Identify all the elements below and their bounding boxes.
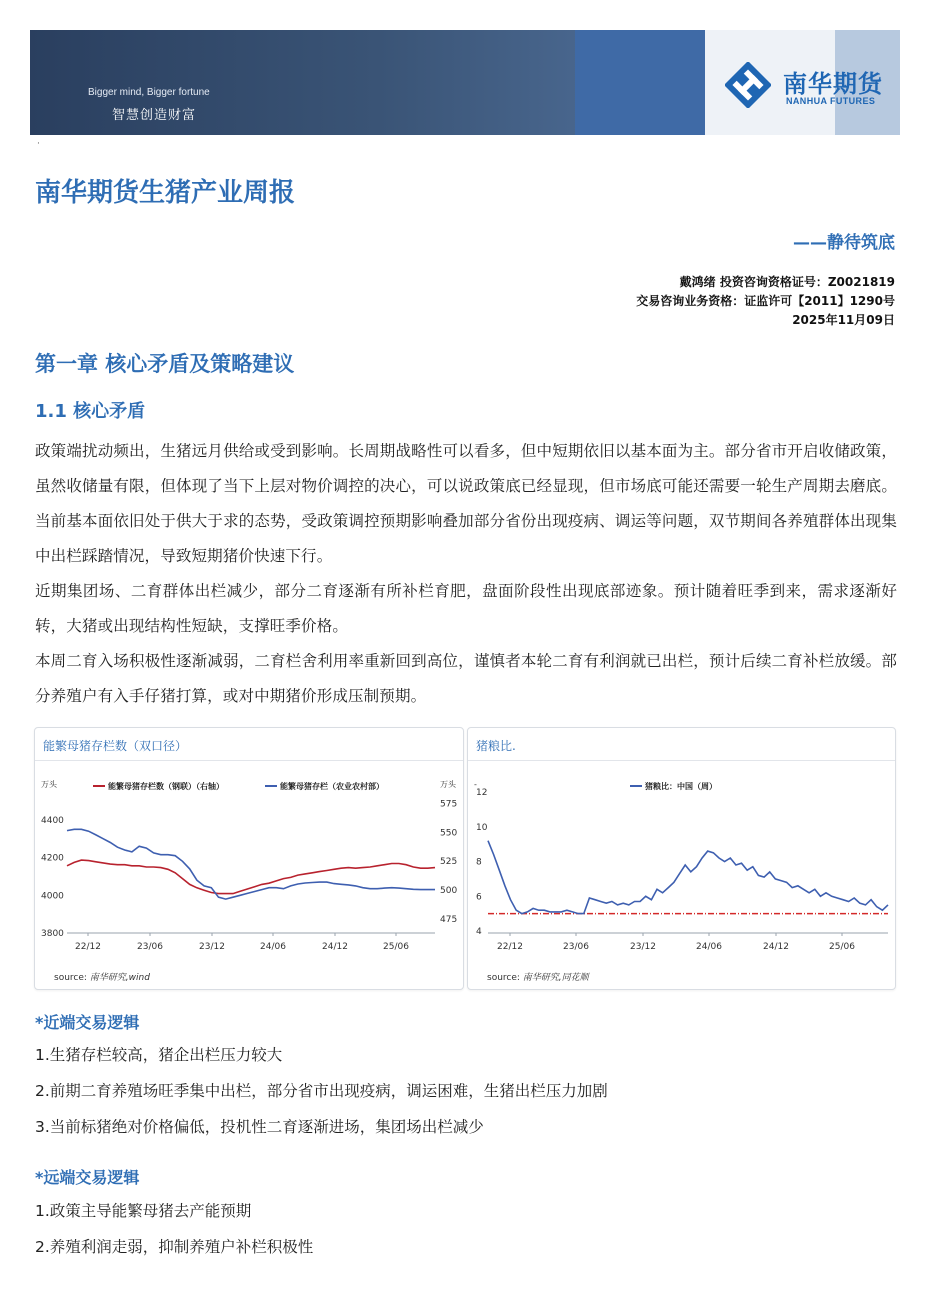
list-item: 3.当前标猪绝对价格偏低，投机性二育逐渐进场，集团场出栏减少 [35,1118,484,1136]
brand-name-en: NANHUA FUTURES [786,96,876,106]
nanhua-logo-icon [725,62,771,108]
x-tick-label: 24/12 [322,942,348,952]
x-tick-label: 23/06 [563,942,589,952]
legend-label: 猪粮比：中国（周） [645,782,717,791]
chart-title: 猪粮比. [468,728,895,761]
legend-label: 能繁母猪存栏数（钢联）（右轴） [108,782,224,791]
series-line-hog-grain-ratio [488,841,888,914]
paragraph: 政策端扰动频出，生猪远月供给或受到影响。长周期战略性可以看多，但中短期依旧以基本面为主。部分省市开启收储政策，虽然收储量有限，但体现了当下上层对物价调控的决心，可以说政策底已经显现，但市场底可能还需要一轮生产周期去磨底。当前基本面依旧处于供大于求的态势，受政策调控预期影响叠加部分省份出现疫病、调运等问题，双节期间各养殖群体出现集中出栏踩踏情况，导致短期猪价快速下行。 [35,442,897,565]
x-tick-label: 24/06 [260,942,286,952]
right-axis-unit: 万头 [440,780,456,789]
right-tick-label: 500 [440,886,458,897]
left-axis-unit: 万头 [41,780,57,789]
core-conflict-text [35,434,897,714]
left-tick-label: 4000 [41,891,64,902]
x-tick-label: 22/12 [497,942,523,952]
report-title: 南华期货生猪产业周报 [35,178,296,208]
left-tick-label: 10 [476,822,488,833]
far-logic-list [35,1193,313,1265]
left-tick-label: 6 [476,892,482,903]
hog-grain-ratio-chart-panel [467,727,896,990]
right-tick-label: 550 [440,828,458,839]
section-title: 1.1 核心矛盾 [35,401,146,422]
slogan-english: Bigger mind, Bigger fortune [88,87,210,98]
sow-inventory-chart [35,761,465,989]
author-line: 戴鸿绪 投资咨询资格证号：Z0021819 [679,275,895,289]
report-subtitle: ——静待筑底 [793,233,895,253]
left-tick-label: 8 [476,857,482,868]
author-block [636,273,895,330]
list-item: 1.政策主导能繁母猪去产能预期 [35,1202,252,1220]
chart-title: 能繁母猪存栏数（双口径） [35,728,463,761]
x-tick-label: 25/06 [383,942,409,952]
decorative-dot: · [37,139,40,149]
source-text: 南华研究,wind [89,973,150,983]
list-item: 1.生猪存栏较高，猪企出栏压力较大 [35,1046,283,1064]
slogan-chinese: 智慧创造财富 [112,108,197,123]
left-axis-unit: - [474,780,477,789]
banner-accent-block [575,30,705,135]
near-logic-title: *近端交易逻辑 [35,1013,140,1032]
chart-source [487,970,589,983]
list-item: 2.养殖利润走弱，抑制养殖户补栏积极性 [35,1238,314,1256]
license-line: 交易咨询业务资格：证监许可【2011】1290号 [636,294,895,308]
list-item: 2.前期二育养殖场旺季集中出栏，部分省市出现疫病，调运困难，生猪出栏压力加剧 [35,1082,608,1100]
header-banner [30,30,900,135]
near-logic-list [35,1037,608,1145]
source-label: source: [487,973,520,983]
sow-inventory-chart-panel [34,727,464,990]
left-tick-label: 4 [476,927,482,937]
x-tick-label: 23/06 [137,942,163,952]
chapter-title: 第一章 核心矛盾及策略建议 [35,352,295,376]
right-tick-label: 525 [440,857,458,868]
hog-grain-ratio-chart [468,761,897,989]
left-tick-label: 12 [476,788,488,798]
left-tick-label: 4400 [41,815,64,826]
x-tick-label: 24/06 [696,942,722,952]
right-tick-label: 475 [440,915,458,926]
source-label: source: [54,973,87,983]
x-tick-label: 25/06 [829,942,855,952]
x-tick-label: 23/12 [199,942,225,952]
x-tick-label: 24/12 [763,942,789,952]
legend-label: 能繁母猪存栏（农业农村部） [280,782,384,791]
far-logic-title: *远端交易逻辑 [35,1168,140,1187]
x-tick-label: 23/12 [630,942,656,952]
chart-source [54,970,150,983]
paragraph: 近期集团场、二育群体出栏减少，部分二育逐渐有所补栏育肥，盘面阶段性出现底部迹象。预计随着旺季到来，需求逐渐好转，大猪或出现结构性短缺，支撑旺季价格。 [35,582,897,635]
source-text: 南华研究,同花顺 [522,973,589,983]
brand-name-cn: 南华期货 [783,70,883,98]
x-tick-label: 22/12 [75,942,101,952]
left-tick-label: 3800 [41,929,64,939]
paragraph: 本周二育入场积极性逐渐减弱，二育栏舍利用率重新回到高位，谨慎者本轮二育有利润就已出栏，预计后续二育补栏放缓。部分养殖户有入手仔猪打算，或对中期猪价形成压制预期。 [35,652,897,705]
left-tick-label: 4200 [41,853,64,864]
right-tick-label: 575 [440,799,458,810]
report-date: 2025年11月09日 [792,313,895,327]
